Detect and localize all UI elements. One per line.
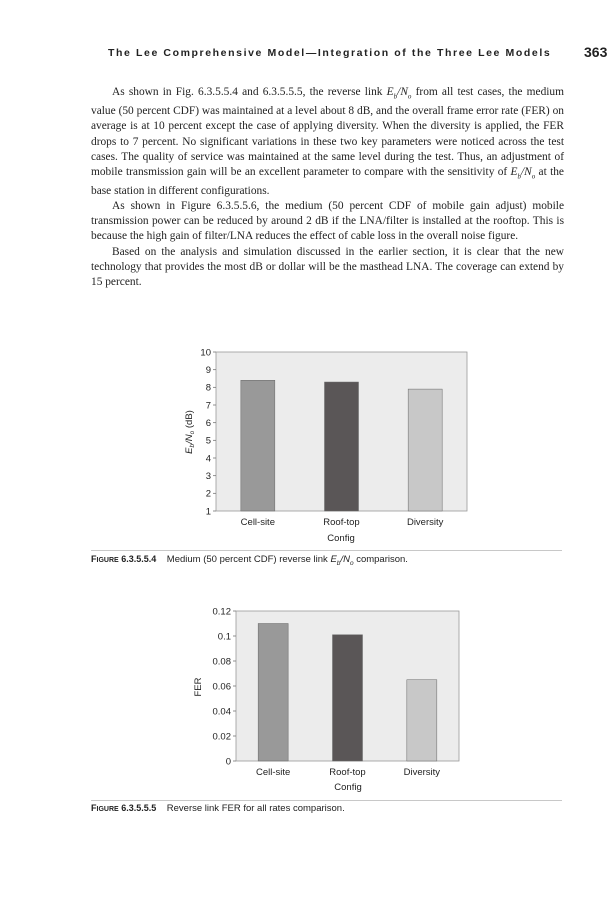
x-category-label: Roof-top xyxy=(329,767,366,778)
chart-2-xlabel: Config xyxy=(334,782,362,793)
figure-2-rule xyxy=(91,800,562,801)
figure-2-label: FIGURE 6.3.5.5.5 xyxy=(91,803,157,813)
y-tick-label: 4 xyxy=(205,453,211,465)
paragraph-3: Based on the analysis and simulation discussed in the earlier section, it is clear that the new technology that provides the most dB or dollar will be the masthead LNA. The coverage can extend by 15 percent. xyxy=(91,245,564,288)
y-tick-label: 8 xyxy=(205,382,211,394)
y-tick-label: 5 xyxy=(205,435,211,447)
y-tick-label: 3 xyxy=(205,470,211,482)
y-tick-label: 10 xyxy=(200,347,211,359)
figure-2-caption xyxy=(91,803,345,814)
y-tick-label: 0.06 xyxy=(212,681,231,693)
x-category-label: Cell-site xyxy=(240,517,275,528)
running-title: The Lee Comprehensive Model—Integration of the Three Lee Models xyxy=(108,47,552,59)
y-tick-label: 0.02 xyxy=(212,731,231,743)
chart-2-ylabel: FER xyxy=(193,677,204,697)
paragraph-1-part-a: As shown in Fig. 6.3.5.5.4 and 6.3.5.5.5, the reverse link xyxy=(112,86,387,98)
figure-1-caption-end: comparison. xyxy=(353,554,408,565)
x-category-label: Diversity xyxy=(406,517,444,528)
y-tick-label: 0 xyxy=(225,756,231,768)
paragraph-1-part-c: at the base station in different configurations. xyxy=(91,165,564,198)
y-tick-label: 0.1 xyxy=(217,631,231,643)
y-tick-label: 9 xyxy=(205,364,211,376)
x-category-label: Cell-site xyxy=(256,767,291,778)
ebno-symbol: $E_b/N_o$ xyxy=(510,165,536,181)
y-tick-label: 0.08 xyxy=(212,656,231,668)
figure-2-caption-text: Reverse link FER for all rates comparison. xyxy=(166,803,345,814)
bar-roof-top xyxy=(333,635,363,761)
paragraph-1-part-b: from all test cases, the medium value (50 percent CDF) was maintained at a level about 8 dB, and the overall frame error rate (FER) on average is at 10 percent except the case of applying diversity. When the diversity is applied, the FER drops to 7 percent. No significant variations in these two key parameters were noticed across the test cases. The quality of service was maintained at the same level during the test. Thus, an adjustment of mobile transmission gain will be an excellent parameter to compare with the sensitivity of xyxy=(91,86,564,178)
y-tick-label: 0.04 xyxy=(212,706,231,718)
y-tick-label: 0.12 xyxy=(212,606,231,618)
x-category-label: Roof-top xyxy=(323,517,360,528)
figure-1-label: FIGURE 6.3.5.5.4 xyxy=(91,554,157,564)
y-tick-label: 7 xyxy=(205,400,211,412)
ebno-symbol: $E_b/N_o$ xyxy=(330,554,354,567)
bar-diversity xyxy=(407,680,437,761)
y-tick-label: 6 xyxy=(205,417,211,429)
y-tick-label: 2 xyxy=(205,488,211,500)
page-number: 363 xyxy=(584,44,608,60)
x-category-label: Diversity xyxy=(403,767,441,778)
bar-cell-site xyxy=(258,624,288,762)
ebno-symbol: $E_b/N_o$ xyxy=(386,86,412,101)
chart-1-xlabel: Config xyxy=(327,533,355,544)
y-tick-label: 1 xyxy=(205,506,211,518)
chart-1-ylabel: $E_b/N_o$ (dB) xyxy=(184,410,196,454)
paragraph-2: As shown in Figure 6.3.5.5.6, the medium (50 percent CDF of mobile gain adjust) mobile transmission power can be reduced by around 2 dB if the LNA/filter is installed at the rooftop. This is because the high gain of filter/LNA reduces the effect of cable loss in the overall noise figure. xyxy=(91,200,564,243)
figure-1-caption-text: Medium (50 percent CDF) reverse link xyxy=(166,554,331,565)
